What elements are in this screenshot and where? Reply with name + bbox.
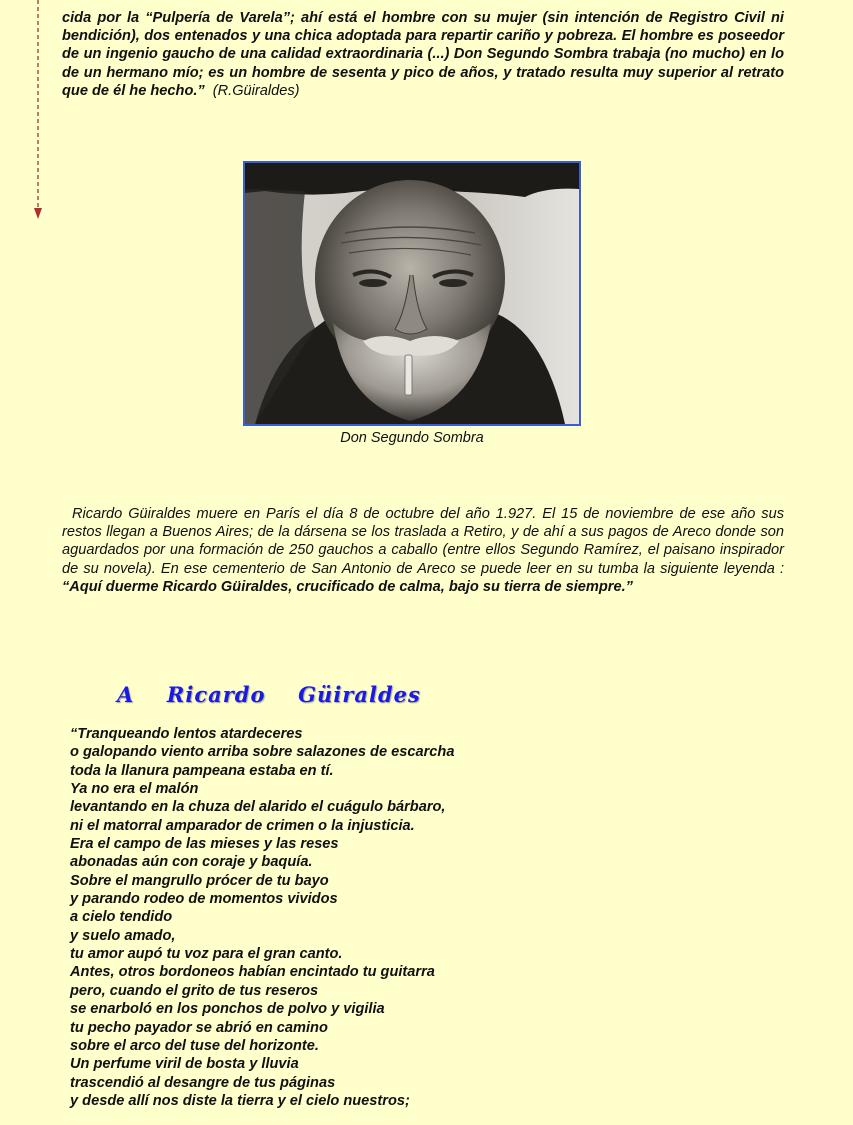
dashed-arrow-down-icon [33, 0, 43, 225]
poem-line: Antes, otros bordoneos habían encintado tu guitarra [70, 964, 435, 981]
portrait-photo [243, 161, 581, 426]
poem-line: y desde allí nos diste la tierra y el cielo nuestros; [70, 1092, 410, 1109]
poem-line: Sobre el mangrullo prócer de tu bayo [70, 872, 329, 889]
intro-quote [62, 9, 784, 100]
portrait-image [245, 163, 579, 424]
poem-line: y suelo amado, [70, 927, 176, 944]
poem-line: y parando rodeo de momentos vividos [70, 891, 338, 908]
poem-line: trascendió al desangre de tus páginas [70, 1074, 336, 1091]
poem-line: o galopando viento arriba sobre salazones de escarcha [70, 744, 455, 761]
poem-line: levantando en la chuza del alarido el cuágulo bárbaro, [70, 799, 446, 816]
poem-line: Ya no era el malón [70, 781, 199, 798]
intro-attribution: (R.Güiraldes) [212, 82, 300, 99]
poem-line: se enarboló en los ponchos de polvo y vigilia [70, 1001, 385, 1018]
poem-line: a cielo tendido [70, 909, 173, 926]
biography-paragraph [62, 505, 784, 596]
biography-text: Ricardo Güiraldes muere en París el día 8 de octubre del año 1.927. El 15 de noviembre de ese año sus restos llegan a Buenos Aires; de la dársena se los traslada a Retiro, y de ahí a sus pagos de Areco donde son aguardados por una formación de 250 gauchos a caballo (entre ellos Segundo Ramírez, el paisano inspirador de su novela). En ese cementerio de San Antonio de Areco se puede leer en su tumba la siguiente leyenda : [62, 506, 784, 577]
poem-line: tu pecho payador se abrió en camino [70, 1019, 328, 1036]
poem-line: Era el campo de las mieses y las reses [70, 836, 339, 853]
poem-line: ni el matorral amparador de crimen o la injusticia. [70, 817, 415, 834]
poem-line: sobre el arco del tuse del horizonte. [70, 1037, 319, 1054]
poem-line: pero, cuando el grito de tus reseros [70, 982, 319, 999]
poem-line: Un perfume viril de bosta y lluvia [70, 1056, 299, 1073]
poem-line: toda la llanura pampeana estaba en tí. [70, 762, 334, 779]
epitaph-quote: “Aquí duerme Ricardo Güiraldes, crucificado de calma, bajo su tierra de siempre.” [62, 578, 633, 595]
intro-quote-text: cida por la “Pulpería de Varela”; ahí está el hombre con su mujer (sin intención de Registro Civil ni bendición), dos entenados y una chica adoptada para repartir cariño y pobreza. El hombre es poseedor de un ingenio gaucho de una calidad extraordinaria (...) Don Segundo Sombra trabaja (no mucho) en lo de un hermano mío; es un hombre de sesenta y pico de años, y tratado resulta muy superior al retrato que de él he hecho.” [62, 10, 784, 99]
poem-title: A Ricardo Güiraldes [117, 682, 421, 707]
poem-line: tu amor aupó tu voz para el gran canto. [70, 946, 343, 963]
poem-line: abonadas aún con coraje y baquía. [70, 854, 313, 871]
poem-lines [70, 725, 454, 1110]
photo-caption: Don Segundo Sombra [340, 430, 484, 446]
poem-line: “Tranqueando lentos atardeceres [70, 726, 303, 742]
